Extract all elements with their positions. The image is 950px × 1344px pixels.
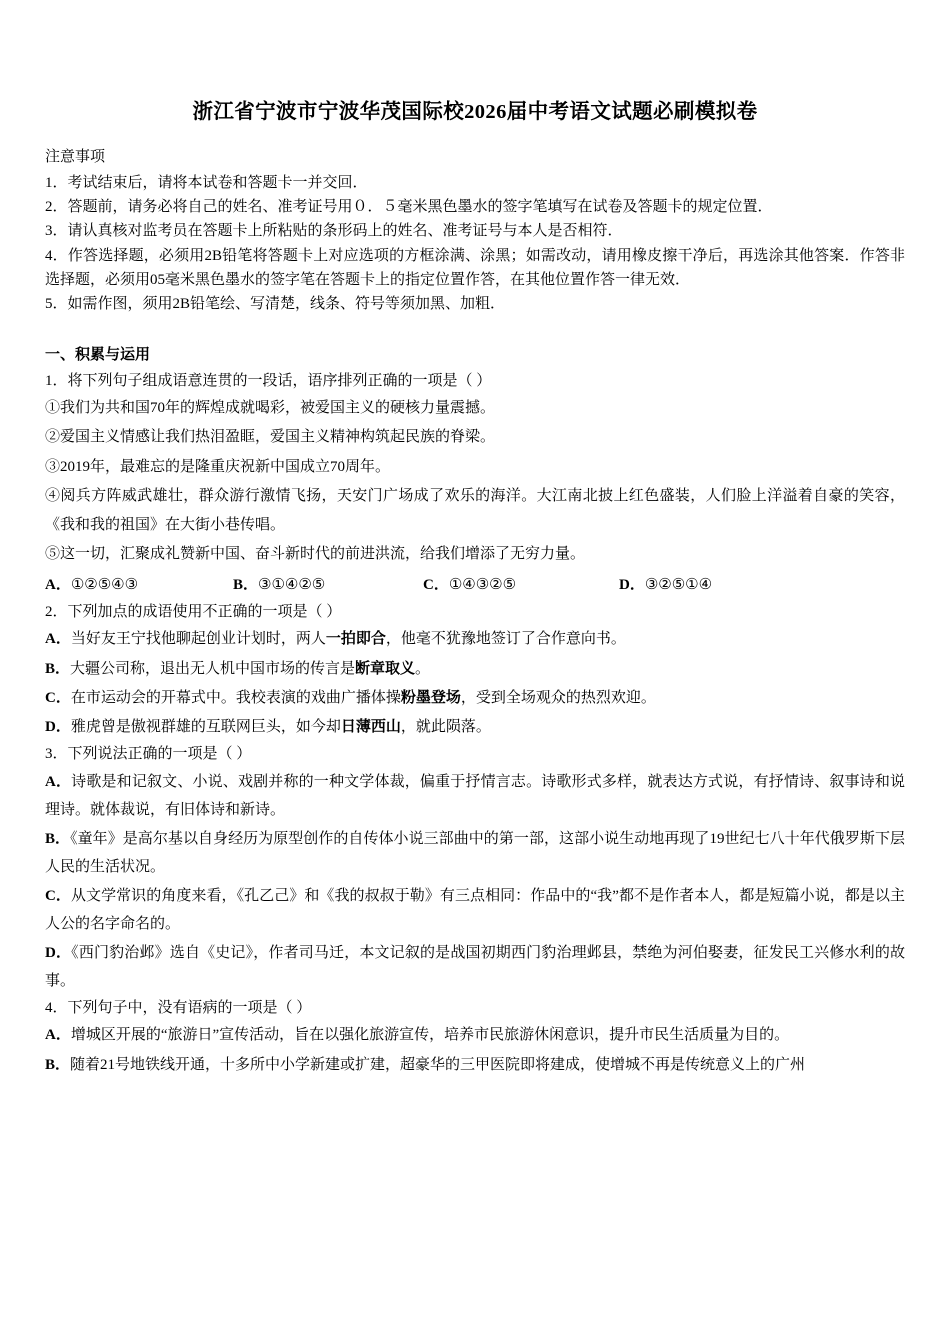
question-1-options [45, 570, 905, 600]
option-text: ①④③②⑤ [448, 574, 517, 593]
notice-block [45, 146, 905, 317]
option-label: B． [45, 660, 71, 677]
option-label: A． [45, 773, 72, 790]
option-label: C． [45, 689, 71, 706]
option-label: D． [619, 576, 645, 593]
option-label: D． [45, 719, 71, 736]
question-3-stem: 3．下列说法正确的一项是（ ） [45, 746, 252, 763]
option-label: B． [45, 830, 71, 847]
option-label: A． [45, 631, 71, 648]
question-1-item: ①我们为共和国70年的辉煌成就喝彩，被爱国主义的硬核力量震撼。 [45, 400, 496, 417]
question-1-item: ②爱国主义情感让我们热泪盈眶，爱国主义精神构筑起民族的脊梁。 [45, 429, 496, 446]
question-2-option-c[interactable] [45, 684, 905, 713]
option-text: 增城区开展的“旅游日”宣传活动，旨在以强化旅游宣传，培养市民旅游休闲意识，提升市民生活质量为目的。 [70, 1027, 790, 1044]
option-text: ③②⑤①④ [644, 574, 713, 593]
question-1-option-a[interactable] [45, 570, 233, 600]
emphasized-idiom: 日薄西山 [340, 719, 401, 736]
notice-heading: 注意事项 [45, 148, 106, 165]
question-1-item: ⑤这一切，汇聚成礼赞新中国、奋斗新时代的前进洪流，给我们增添了无穷力量。 [45, 546, 586, 563]
question-2-option-a[interactable] [45, 625, 905, 654]
question-3-option-a[interactable] [45, 768, 905, 825]
question-3-option-c[interactable] [45, 882, 905, 939]
question-1-item: ③2019年，最难忘的是隆重庆祝新中国成立70周年。 [45, 458, 391, 475]
option-text: 从文学常识的角度来看，《孔乙己》和《我的叔叔于勒》有三点相同：作品中的“我”都不是作者本人，都是短篇小说，都是以主人公的名字命名的。 [45, 887, 905, 933]
question-1-item: ④阅兵方阵威武雄壮，群众游行激情飞扬，天安门广场成了欢乐的海洋。大江南北披上红色盛装，人们脸上洋溢着自豪的笑容，《我和我的祖国》在大街小巷传唱。 [45, 487, 905, 534]
notice-item: 2．答题前，请务必将自己的姓名、准考证号用０．５毫米黑色墨水的签字笔填写在试卷及答题卡的规定位置． [45, 199, 773, 216]
option-text: 随着21号地铁线开通，十多所中小学新建或扩建，超豪华的三甲医院即将建成，使增城不再是传统意义上的广州 [70, 1056, 806, 1073]
question-1-stem: 1．将下列句子组成语意连贯的一段话，语序排列正确的一项是（ ） [45, 372, 492, 389]
question-2-stem: 2．下列加点的成语使用不正确的一项是（ ） [45, 603, 342, 620]
option-label: D． [45, 944, 72, 961]
emphasized-idiom: 断章取义 [355, 660, 416, 677]
section-heading-one: 一、积累与运用 [45, 346, 151, 363]
question-1-option-d[interactable] [619, 570, 712, 600]
option-label: C． [45, 887, 71, 904]
option-text: 《西门豹治邺》选自《史记》，作者司马迁，本文记叙的是战国初期西门豹治理邺县，禁绝为河伯娶妻，征发民工兴修水利的故事。 [45, 944, 905, 990]
question-1-option-b[interactable] [233, 570, 423, 600]
notice-item: 5．如需作图，须用2B铅笔绘、写清楚，线条、符号等须加黑、加粗． [45, 296, 506, 313]
question-2-option-d[interactable] [45, 713, 905, 742]
option-label: B． [45, 1056, 71, 1073]
question-4-stem: 4．下列句子中，没有语病的一项是（ ） [45, 999, 312, 1016]
option-text: ③①④②⑤ [258, 574, 326, 593]
question-1-option-c[interactable] [423, 570, 619, 600]
option-label: C． [423, 576, 449, 593]
question-3-option-b[interactable] [45, 825, 905, 882]
question-3-option-d[interactable] [45, 939, 905, 996]
emphasized-idiom: 粉墨登场 [400, 689, 461, 706]
option-text-pre: 大疆公司称，退出无人机中国市场的传言是 [70, 660, 356, 677]
question-2 [45, 600, 905, 743]
emphasized-idiom: 一拍即合 [325, 631, 386, 648]
option-text-pre: 雅虎曾是傲视群雄的互联网巨头，如今却 [70, 719, 341, 736]
question-2-option-b[interactable] [45, 655, 905, 684]
option-text-pre: 在市运动会的开幕式中。我校表演的戏曲广播体操 [70, 689, 401, 706]
option-label: A． [45, 576, 71, 593]
question-1 [45, 369, 905, 600]
question-4 [45, 996, 905, 1080]
option-text: 诗歌是和记叙文、小说、戏剧并称的一种文学体裁，偏重于抒情言志。诗歌形式多样，就表达方式说，有抒情诗、叙事诗和说理诗。就体裁说，有旧体诗和新诗。 [45, 773, 905, 819]
option-label: A． [45, 1027, 71, 1044]
notice-item: 3．请认真核对监考员在答题卡上所粘贴的条形码上的姓名、准考证号与本人是否相符． [45, 223, 623, 240]
question-4-option-b[interactable] [45, 1051, 905, 1080]
question-4-option-a[interactable] [45, 1021, 905, 1050]
option-text-pre: 当好友王宁找他聊起创业计划时，两人 [70, 631, 326, 648]
option-text: ①②⑤④③ [70, 574, 139, 593]
option-text-post: 。 [415, 660, 431, 677]
question-3 [45, 742, 905, 996]
option-text-post: ，受到全场观众的热烈欢迎。 [460, 689, 656, 706]
option-text-post: ，他毫不犹豫地签订了合作意向书。 [385, 631, 626, 648]
page-title: 浙江省宁波市宁波华茂国际校2026届中考语文试题必刷模拟卷 [192, 101, 758, 123]
option-text-post: ，就此陨落。 [400, 719, 491, 736]
notice-item: 4．作答选择题，必须用2B铅笔将答题卡上对应选项的方框涂满、涂黑；如需改动，请用橡皮擦干净后，再选涂其他答案．作答非选择题，必须用05毫米黑色墨水的签字笔在答题卡上的指定位置作答，在其他位置作答一律无效． [45, 247, 905, 289]
option-label: B． [233, 576, 259, 593]
notice-item: 1．考试结束后，请将本试卷和答题卡一并交回． [45, 174, 368, 191]
option-text: 《童年》是高尔基以自身经历为原型创作的自传体小说三部曲中的第一部，这部小说生动地再现了19世纪七八十年代俄罗斯下层人民的生活状况。 [45, 830, 905, 876]
